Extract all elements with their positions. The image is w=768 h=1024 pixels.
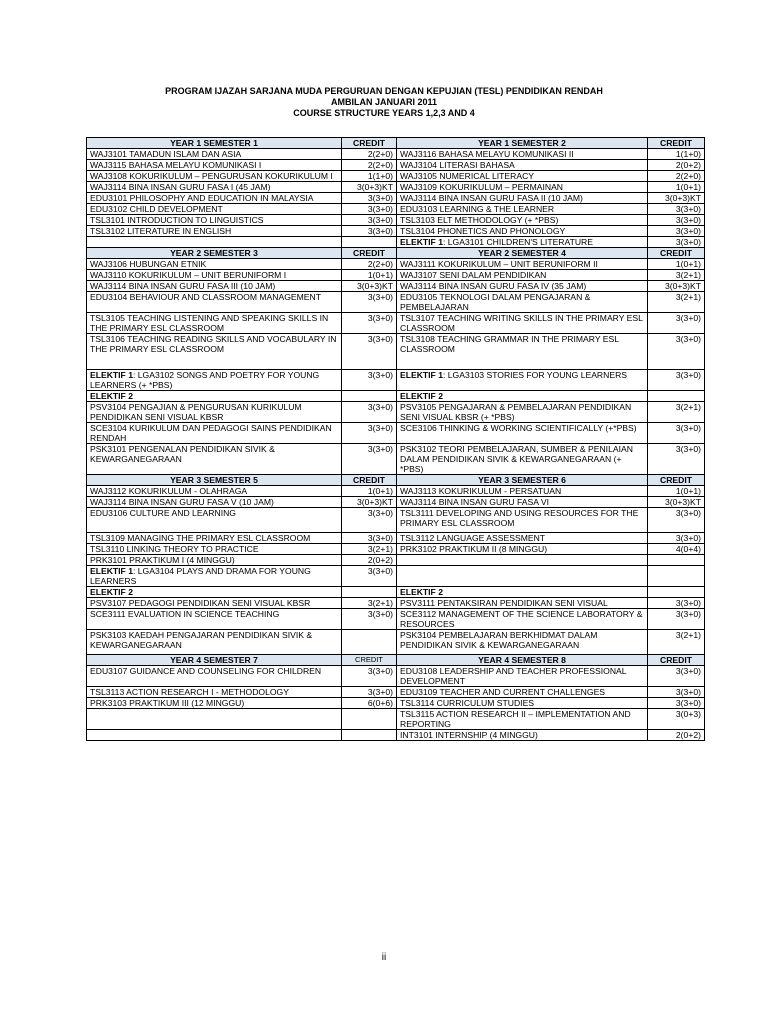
left-course-text: WAJ3101 TAMADUN ISLAM DAN ASIA	[90, 149, 242, 159]
course-cell	[87, 171, 342, 182]
course-row	[87, 270, 705, 281]
course-cell	[87, 334, 342, 370]
elective-label: ELEKTIF 2	[90, 587, 133, 597]
course-cell	[87, 555, 342, 566]
course-cell	[397, 391, 648, 402]
right-course-text: WAJ3116 BAHASA MELAYU KOMUNIKASI II	[400, 149, 574, 159]
course-row	[87, 423, 705, 444]
credit-cell	[342, 237, 397, 248]
course-cell	[87, 237, 342, 248]
course-cell	[397, 486, 648, 497]
course-cell	[397, 698, 648, 709]
course-cell	[87, 270, 342, 281]
left-course-text: TSL3101 INTRODUCTION TO LINGUISTICS	[90, 215, 264, 225]
elective-label: ELEKTIF 1	[400, 370, 443, 380]
credit-cell: 3(3+0)	[342, 226, 397, 237]
course-row	[87, 281, 705, 292]
left-course-text: SCE3111 EVALUATION IN SCIENCE TEACHING	[90, 609, 280, 619]
course-row	[87, 444, 705, 475]
right-course-text: TSL3104 PHONETICS AND PHONOLOGY	[400, 226, 566, 236]
left-course-text: : LGA3102 SONGS AND POETRY FOR YOUNG LEARNERS (+ *PBS)	[90, 370, 320, 390]
credit-cell: 1(0+1)	[342, 486, 397, 497]
course-cell	[87, 281, 342, 292]
right-course-text: PSV3105 PENGAJARAN & PEMBELAJARAN PENDIDIKAN SENI VISUAL KBSR (+ *PBS)	[400, 402, 632, 422]
course-row	[87, 555, 705, 566]
course-cell	[87, 370, 342, 391]
course-cell	[87, 598, 342, 609]
right-course-text: WAJ3113 KOKURIKULUM - PERSATUAN	[400, 486, 562, 496]
credit-cell: 3(3+0)	[648, 687, 705, 698]
credit-cell	[342, 587, 397, 598]
credit-cell: 2(2+0)	[342, 259, 397, 270]
right-course-text: SCE3106 THINKING & WORKING SCIENTIFICALLY (+*PBS)	[400, 423, 637, 433]
right-course-text: PSK3102 TEORI PEMBELAJARAN, SUMBER & PENILAIAN DALAM PENDIDIKAN SIVIK & KEWARGANEGARAAN (+ *PBS)	[400, 444, 633, 474]
course-cell	[87, 423, 342, 444]
course-cell	[87, 402, 342, 423]
course-row	[87, 391, 705, 402]
credit-cell: 3(2+1)	[342, 598, 397, 609]
left-course-text: PSK3103 KAEDAH PENGAJARAN PENDIDIKAN SIVIK & KEWARGANEGARAAN	[90, 630, 313, 650]
credit-cell	[648, 566, 705, 587]
course-cell	[397, 587, 648, 598]
credit-cell: 3(3+0)	[648, 666, 705, 687]
right-course-text: WAJ3114 BINA INSAN GURU FASA VI	[400, 497, 550, 507]
right-course-text: TSL3115 ACTION RESEARCH II – IMPLEMENTATION AND REPORTING	[400, 709, 631, 729]
credit-cell: 1(0+1)	[648, 259, 705, 270]
elective-label: ELEKTIF 2	[90, 391, 133, 401]
elective-label: ELEKTIF 1	[90, 370, 133, 380]
credit-cell: 3(3+0)	[342, 423, 397, 444]
right-course-text: TSL3103 ELT METHODOLOGY (+ *PBS)	[400, 215, 559, 225]
course-cell	[87, 544, 342, 555]
credit-cell: 3(3+0)	[648, 215, 705, 226]
course-cell	[87, 508, 342, 533]
course-cell	[397, 555, 648, 566]
left-course-text: PSV3107 PEDAGOGI PENDIDIKAN SENI VISUAL KBSR	[90, 598, 311, 608]
left-course-text: TSL3102 LITERATURE IN ENGLISH	[90, 226, 232, 236]
left-course-text: YEAR 3 SEMESTER 5	[170, 475, 258, 485]
left-course-text: TSL3106 TEACHING READING SKILLS AND VOCABULARY IN THE PRIMARY ESL CLASSROOM	[90, 334, 337, 354]
semester-title	[397, 475, 648, 486]
credit-cell	[648, 587, 705, 598]
credit-cell	[342, 709, 397, 730]
left-course-text: PRK3103 PRAKTIKUM III (12 MINGGU)	[90, 698, 245, 708]
course-cell	[397, 215, 648, 226]
course-row	[87, 598, 705, 609]
credit-cell: 3(3+0)	[342, 533, 397, 544]
course-cell	[87, 709, 342, 730]
credit-cell: CREDIT	[342, 138, 397, 149]
right-course-text: : LGA3103 STORIES FOR YOUNG LEARNERS	[442, 370, 628, 380]
left-course-text: WAJ3110 KOKURIKULUM – UNIT BERUNIFORM I	[90, 270, 287, 280]
credit-cell: 3(0+3)	[648, 709, 705, 730]
course-row	[87, 666, 705, 687]
course-row	[87, 486, 705, 497]
course-cell	[397, 630, 648, 655]
course-cell	[397, 508, 648, 533]
credit-cell: 3(3+0)	[648, 508, 705, 533]
right-course-text: TSL3114 CURRICULUM STUDIES	[400, 698, 535, 708]
course-row	[87, 193, 705, 204]
left-course-text: : LGA3104 PLAYS AND DRAMA FOR YOUNG LEARNERS	[90, 566, 311, 586]
left-course-text: SCE3104 KURIKULUM DAN PEDAGOGI SAINS PENDIDIKAN RENDAH	[90, 423, 332, 443]
left-course-text: EDU3104 BEHAVIOUR AND CLASSROOM MANAGEMENT	[90, 292, 321, 302]
course-cell	[87, 533, 342, 544]
right-course-text: YEAR 2 SEMESTER 4	[478, 248, 566, 258]
credit-cell: 3(0+3)KT	[342, 182, 397, 193]
credit-cell: 1(1+0)	[648, 149, 705, 160]
course-cell	[87, 204, 342, 215]
semester-header-row	[87, 138, 705, 149]
semester-title	[87, 655, 342, 666]
credit-cell: 1(0+1)	[648, 182, 705, 193]
credit-cell	[648, 555, 705, 566]
course-cell	[397, 259, 648, 270]
left-course-text: EDU3102 CHILD DEVELOPMENT	[90, 204, 223, 214]
right-course-text: YEAR 4 SEMESTER 8	[478, 655, 566, 665]
left-course-text: TSL3113 ACTION RESEARCH I - METHODOLOGY	[90, 687, 289, 697]
right-course-text: SCE3112 MANAGEMENT OF THE SCIENCE LABORATORY & RESOURCES	[400, 609, 643, 629]
credit-cell: 3(3+0)	[648, 204, 705, 215]
left-course-text: PRK3101 PRAKTIKUM I (4 MINGGU)	[90, 555, 235, 565]
right-course-text: WAJ3109 KOKURIKULUM – PERMAINAN	[400, 182, 564, 192]
course-row	[87, 609, 705, 630]
course-cell	[397, 292, 648, 313]
elective-label: ELEKTIF 2	[400, 587, 443, 597]
credit-cell: 3(3+0)	[648, 334, 705, 370]
left-course-text: TSL3105 TEACHING LISTENING AND SPEAKING SKILLS IN THE PRIMARY ESL CLASSROOM	[90, 313, 329, 333]
credit-cell: 3(2+1)	[648, 270, 705, 281]
credit-cell: CREDIT	[342, 655, 397, 666]
right-course-text: EDU3109 TEACHER AND CURRENT CHALLENGES	[400, 687, 606, 697]
left-course-text: YEAR 2 SEMESTER 3	[170, 248, 258, 258]
course-row	[87, 709, 705, 730]
page-number: ii	[381, 952, 387, 963]
credit-cell: 3(3+0)	[648, 226, 705, 237]
left-course-text: WAJ3115 BAHASA MELAYU KOMUNIKASI I	[90, 160, 262, 170]
credit-cell: 2(2+0)	[342, 149, 397, 160]
intake-title: AMBILAN JANUARI 2011	[330, 97, 438, 107]
credit-cell: 3(3+0)	[648, 609, 705, 630]
credit-cell	[342, 730, 397, 741]
credit-cell: 3(3+0)	[648, 444, 705, 475]
elective-label: ELEKTIF 1	[400, 237, 443, 247]
course-cell	[87, 730, 342, 741]
course-cell	[397, 313, 648, 334]
credit-cell: 3(3+0)	[342, 609, 397, 630]
right-course-text: WAJ3114 BINA INSAN GURU FASA II (10 JAM)	[400, 193, 583, 203]
credit-cell: 1(0+1)	[342, 270, 397, 281]
course-row	[87, 171, 705, 182]
left-course-text: TSL3109 MANAGING THE PRIMARY ESL CLASSROOM	[90, 533, 311, 543]
right-course-text: PSK3104 PEMBELAJARAN BERKHIDMAT DALAM PENDIDIKAN SIVIK & KEWARGANEGARAAN	[400, 630, 598, 650]
course-cell	[397, 402, 648, 423]
course-cell	[397, 204, 648, 215]
semester-title	[87, 248, 342, 259]
credit-cell: 3(3+0)	[342, 215, 397, 226]
credit-cell: 3(0+3)KT	[648, 193, 705, 204]
credit-cell: 3(3+0)	[342, 292, 397, 313]
credit-cell: 3(0+3)KT	[648, 281, 705, 292]
course-cell	[87, 292, 342, 313]
course-cell	[87, 160, 342, 171]
right-course-text: PSV3111 PENTAKSIRAN PENDIDIKAN SENI VISUAL	[400, 598, 608, 608]
right-course-text: TSL3108 TEACHING GRAMMAR IN THE PRIMARY ESL CLASSROOM	[400, 334, 619, 354]
credit-cell: 3(3+0)	[648, 698, 705, 709]
course-cell	[397, 281, 648, 292]
course-cell	[87, 215, 342, 226]
credit-cell: 4(0+4)	[648, 544, 705, 555]
right-course-text: EDU3105 TEKNOLOGI DALAM PENGAJARAN & PEMBELAJARAN	[400, 292, 591, 312]
right-course-text: EDU3103 LEARNING & THE LEARNER	[400, 204, 555, 214]
left-course-text: WAJ3112 KOKURIKULUM - OLAHRAGA	[90, 486, 248, 496]
course-structure-table	[86, 137, 705, 741]
semester-header-row	[87, 655, 705, 666]
course-row	[87, 313, 705, 334]
right-course-text: WAJ3111 KOKURIKULUM – UNIT BERUNIFORM II	[400, 259, 598, 269]
course-cell	[87, 566, 342, 587]
course-row	[87, 334, 705, 370]
course-row	[87, 544, 705, 555]
course-row	[87, 730, 705, 741]
document-header	[0, 86, 768, 119]
semester-title	[397, 655, 648, 666]
course-row	[87, 533, 705, 544]
course-cell	[87, 149, 342, 160]
right-course-text: YEAR 3 SEMESTER 6	[478, 475, 566, 485]
course-cell	[397, 193, 648, 204]
credit-cell: CREDIT	[648, 475, 705, 486]
credit-cell: 6(0+6)	[342, 698, 397, 709]
credit-cell: 3(2+1)	[648, 292, 705, 313]
course-cell	[397, 334, 648, 370]
right-course-text: TSL3112 LANGUAGE ASSESSMENT	[400, 533, 546, 543]
left-course-text: EDU3107 GUIDANCE AND COUNSELING FOR CHILDREN	[90, 666, 322, 676]
left-course-text: YEAR 4 SEMESTER 7	[170, 655, 258, 665]
credit-cell: 3(3+0)	[342, 508, 397, 533]
course-cell	[397, 730, 648, 741]
course-row	[87, 566, 705, 587]
right-course-text: EDU3108 LEADERSHIP AND TEACHER PROFESSIONAL DEVELOPMENT	[400, 666, 627, 686]
credit-cell: 3(3+0)	[342, 666, 397, 687]
credit-cell: 3(2+1)	[648, 402, 705, 423]
credit-cell: CREDIT	[342, 248, 397, 259]
credit-cell: 3(0+3)KT	[648, 497, 705, 508]
left-course-text: WAJ3106 HUBUNGAN ETNIK	[90, 259, 207, 269]
course-cell	[87, 193, 342, 204]
program-title: PROGRAM IJAZAH SARJANA MUDA PERGURUAN DENGAN KEPUJIAN (TESL) PENDIDIKAN RENDAH	[165, 86, 603, 96]
course-row	[87, 497, 705, 508]
course-cell	[397, 497, 648, 508]
course-cell	[397, 533, 648, 544]
course-row	[87, 226, 705, 237]
left-course-text: WAJ3108 KOKURIKULUM – PENGURUSAN KOKURIKULUM I	[90, 171, 333, 181]
course-row	[87, 402, 705, 423]
course-cell	[397, 609, 648, 630]
course-row	[87, 292, 705, 313]
left-course-text: YEAR 1 SEMESTER 1	[170, 138, 258, 148]
course-cell	[87, 182, 342, 193]
credit-cell	[342, 630, 397, 655]
course-cell	[87, 687, 342, 698]
credit-cell: CREDIT	[648, 655, 705, 666]
course-row	[87, 160, 705, 171]
course-cell	[397, 226, 648, 237]
credit-cell: CREDIT	[342, 475, 397, 486]
left-course-text: PSV3104 PENGAJIAN & PENGURUSAN KURIKULUM PENDIDIKAN SENI VISUAL KBSR	[90, 402, 302, 422]
course-cell	[397, 370, 648, 391]
course-cell	[87, 666, 342, 687]
structure-title: COURSE STRUCTURE YEARS 1,2,3 AND 4	[293, 108, 475, 118]
course-row	[87, 587, 705, 598]
course-row	[87, 215, 705, 226]
credit-cell: 1(0+1)	[648, 486, 705, 497]
course-cell	[397, 687, 648, 698]
credit-cell: 3(3+0)	[342, 204, 397, 215]
credit-cell: 3(3+0)	[648, 370, 705, 391]
right-course-text: WAJ3105 NUMERICAL LITERACY	[400, 171, 535, 181]
course-cell	[397, 423, 648, 444]
credit-cell: CREDIT	[648, 138, 705, 149]
course-cell	[397, 171, 648, 182]
credit-cell: 2(0+2)	[648, 730, 705, 741]
right-course-text: WAJ3114 BINA INSAN GURU FASA IV (35 JAM)	[400, 281, 587, 291]
credit-cell: 2(0+2)	[342, 555, 397, 566]
left-course-text: WAJ3114 BINA INSAN GURU FASA I (45 JAM)	[90, 182, 271, 192]
course-cell	[87, 313, 342, 334]
course-cell	[397, 566, 648, 587]
course-cell	[87, 587, 342, 598]
course-cell	[397, 444, 648, 475]
right-course-text: TSL3107 TEACHING WRITING SKILLS IN THE PRIMARY ESL CLASSROOM	[400, 313, 643, 333]
left-course-text: WAJ3114 BINA INSAN GURU FASA V (10 JAM)	[90, 497, 274, 507]
course-cell	[87, 391, 342, 402]
credit-cell: 3(3+0)	[648, 533, 705, 544]
right-course-text: : LGA3101 CHILDREN'S LITERATURE	[442, 237, 593, 247]
course-cell	[87, 486, 342, 497]
course-cell	[397, 709, 648, 730]
course-row	[87, 370, 705, 391]
course-cell	[87, 226, 342, 237]
semester-title	[397, 138, 648, 149]
credit-cell: 2(2+0)	[342, 160, 397, 171]
credit-cell: 3(3+0)	[342, 687, 397, 698]
course-cell	[87, 630, 342, 655]
course-row	[87, 508, 705, 533]
elective-label: ELEKTIF 1	[90, 566, 133, 576]
course-row	[87, 687, 705, 698]
credit-cell: 3(2+1)	[648, 630, 705, 655]
elective-label: ELEKTIF 2	[400, 391, 443, 401]
semester-header-row	[87, 475, 705, 486]
left-course-text: TSL3110 LINKING THEORY TO PRACTICE	[90, 544, 259, 554]
credit-cell: 3(3+0)	[342, 402, 397, 423]
credit-cell: 3(3+0)	[648, 237, 705, 248]
credit-cell: 3(3+0)	[648, 423, 705, 444]
right-course-text: WAJ3104 LITERASI BAHASA	[400, 160, 515, 170]
credit-cell: 3(3+0)	[648, 313, 705, 334]
course-cell	[397, 160, 648, 171]
course-cell	[397, 182, 648, 193]
credit-cell: 3(3+0)	[342, 193, 397, 204]
credit-cell: 3(3+0)	[342, 370, 397, 391]
credit-cell: 3(0+3)KT	[342, 497, 397, 508]
course-cell	[87, 609, 342, 630]
course-cell	[397, 544, 648, 555]
course-cell	[397, 237, 648, 248]
credit-cell: 3(3+0)	[648, 598, 705, 609]
course-row	[87, 149, 705, 160]
semester-title	[397, 248, 648, 259]
semester-title	[87, 138, 342, 149]
course-cell	[87, 497, 342, 508]
credit-cell	[648, 391, 705, 402]
credit-cell	[342, 391, 397, 402]
credit-cell: 3(3+0)	[342, 444, 397, 475]
course-cell	[87, 698, 342, 709]
course-cell	[397, 598, 648, 609]
course-cell	[397, 270, 648, 281]
right-course-text: TSL3111 DEVELOPING AND USING RESOURCES FOR THE PRIMARY ESL CLASSROOM	[400, 508, 639, 528]
credit-cell: 1(1+0)	[342, 171, 397, 182]
right-course-text: WAJ3107 SENI DALAM PENDIDIKAN	[400, 270, 547, 280]
right-course-text: YEAR 1 SEMESTER 2	[478, 138, 566, 148]
credit-cell: 3(3+0)	[342, 334, 397, 370]
course-cell	[397, 149, 648, 160]
course-row	[87, 698, 705, 709]
course-row	[87, 259, 705, 270]
course-cell	[397, 666, 648, 687]
course-row	[87, 630, 705, 655]
left-course-text: EDU3101 PHILOSOPHY AND EDUCATION IN MALAYSIA	[90, 193, 314, 203]
semester-header-row	[87, 248, 705, 259]
course-row	[87, 204, 705, 215]
left-course-text: PSK3101 PENGENALAN PENDIDIKAN SIVIK & KEWARGANEGARAAN	[90, 444, 275, 464]
credit-cell: 2(2+0)	[648, 171, 705, 182]
course-row	[87, 182, 705, 193]
course-row	[87, 237, 705, 248]
credit-cell: 3(3+0)	[342, 566, 397, 587]
course-cell	[87, 259, 342, 270]
semester-title	[87, 475, 342, 486]
left-course-text: WAJ3114 BINA INSAN GURU FASA III (10 JAM)	[90, 281, 276, 291]
credit-cell: 2(0+2)	[648, 160, 705, 171]
left-course-text: EDU3106 CULTURE AND LEARNING	[90, 508, 236, 518]
credit-cell: 3(0+3)KT	[342, 281, 397, 292]
course-cell	[87, 444, 342, 475]
credit-cell: 3(2+1)	[342, 544, 397, 555]
right-course-text: INT3101 INTERNSHIP (4 MINGGU)	[400, 730, 538, 740]
credit-cell: CREDIT	[648, 248, 705, 259]
right-course-text: PRK3102 PRAKTIKUM II (8 MINGGU)	[400, 544, 548, 554]
credit-cell: 3(3+0)	[342, 313, 397, 334]
